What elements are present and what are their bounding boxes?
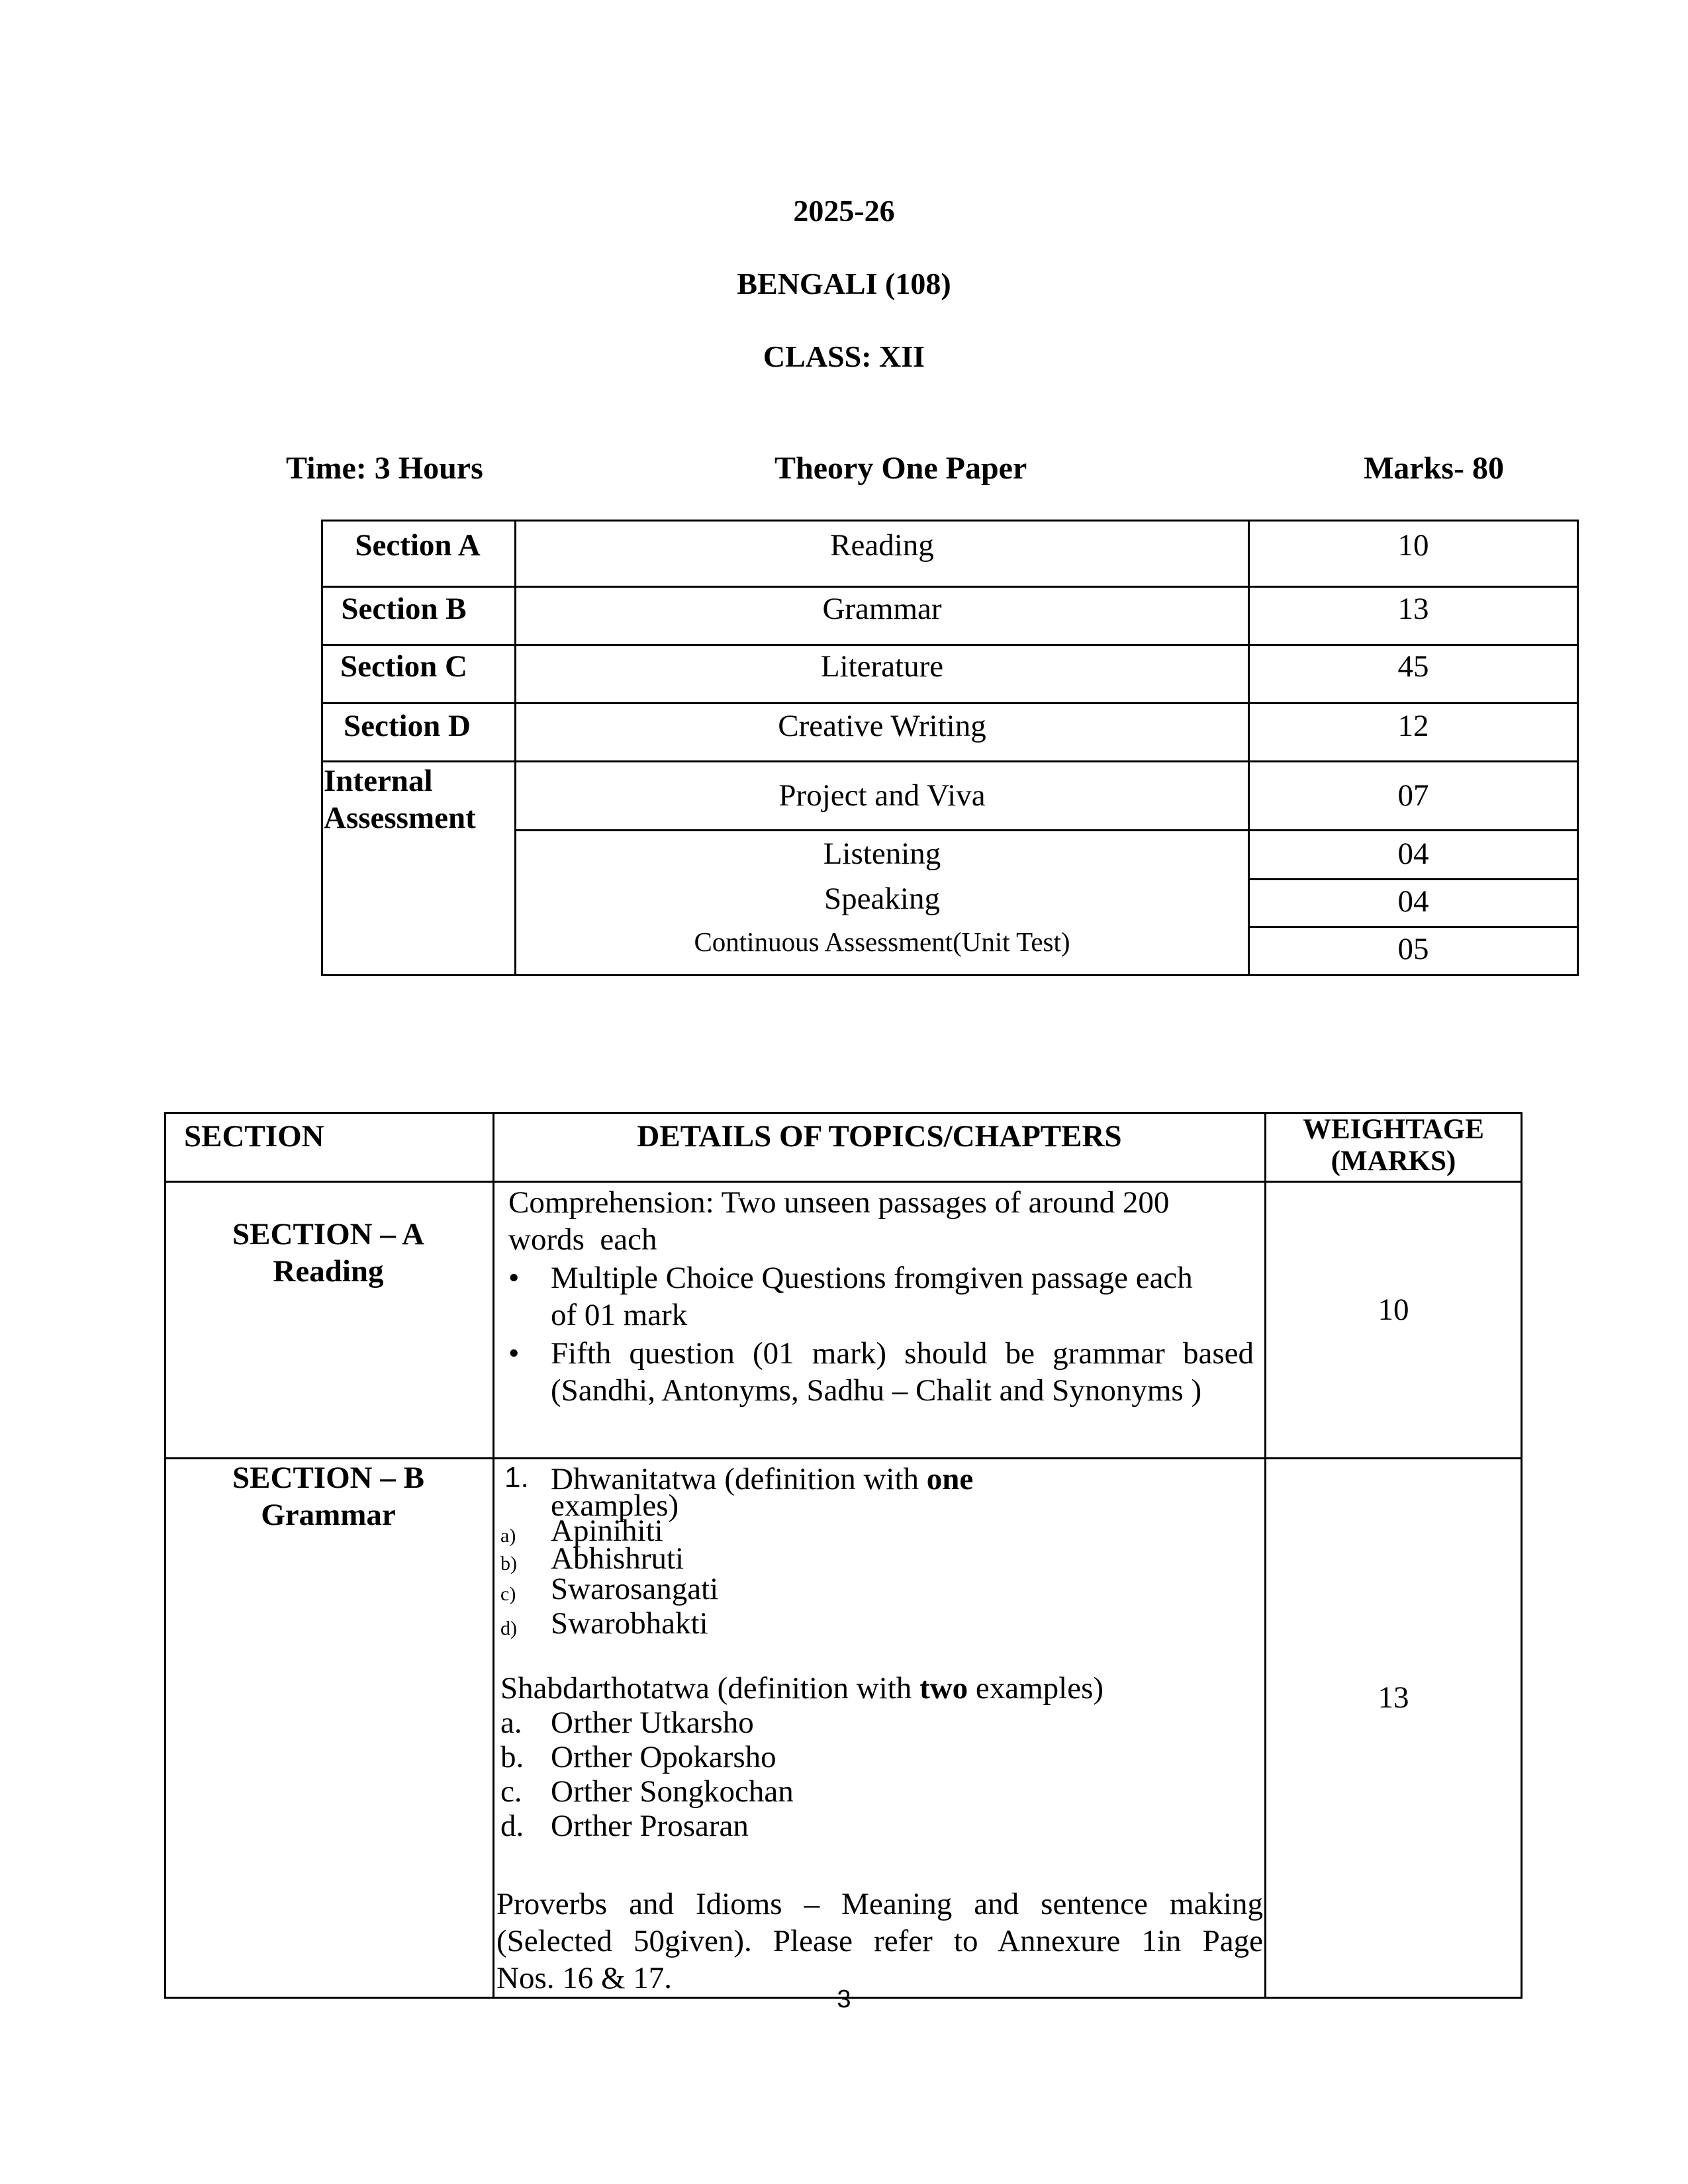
section-a-subtitle: Reading: [273, 1254, 384, 1289]
dhwanitatwa-heading-2: examples): [551, 1488, 679, 1523]
shabda-tail: examples): [968, 1671, 1104, 1706]
shabdarthotatwa-heading: [500, 1669, 1103, 1707]
class-heading: CLASS: XII: [763, 340, 925, 373]
dhwani-item-d: Swarobhakti: [551, 1606, 708, 1641]
summary-section-b: Section B: [341, 592, 467, 626]
section-b-title: SECTION – B: [232, 1461, 424, 1495]
summary-section-d: Section D: [344, 709, 471, 743]
shabda-marker-a: a.: [500, 1706, 522, 1740]
page-number: 3: [837, 1985, 851, 2013]
summary-topic-reading: Reading: [830, 528, 934, 563]
shabda-bold: two: [919, 1671, 968, 1706]
internal-label-2: Assessment: [324, 801, 476, 835]
section-a-bullet-2b: (Sandhi, Antonyms, Sadhu – Chalit and Synonyms ): [551, 1373, 1202, 1408]
section-a-bullet-1b: of 01 mark: [551, 1298, 688, 1332]
bullet-icon: •: [508, 1261, 520, 1295]
internal-continuous: Continuous Assessment(Unit Test): [694, 927, 1070, 957]
year-heading: 2025-26: [793, 194, 895, 228]
summary-topic-literature: Literature: [820, 649, 944, 684]
dhwani-marker-c: c): [500, 1583, 516, 1605]
section-a-marks: 10: [1378, 1293, 1409, 1327]
shabda-marker-b: b.: [500, 1740, 524, 1774]
summary-marks-b: 13: [1397, 592, 1429, 626]
subject-heading: BENGALI (108): [737, 267, 951, 300]
shabda-item-c: Orther Songkochan: [551, 1774, 794, 1809]
section-a-intro-1: Comprehension: Two unseen passages of around 200: [508, 1185, 1170, 1220]
section-a-title: SECTION – A: [232, 1217, 424, 1251]
proverbs-line-2: (Selected 50given). Please refer to Annexure 1in Page: [496, 1924, 1263, 1958]
section-a-bullet-2: Fifth question (01 mark) should be grammar based: [551, 1336, 1254, 1371]
summary-section-c: Section C: [340, 649, 467, 684]
shabda-item-a: Orther Utkarsho: [551, 1706, 754, 1740]
item1-number: 1.: [504, 1461, 529, 1494]
dhwani-item-a: Apinihiti: [551, 1514, 663, 1548]
dhwani-item-b: Abhishruti: [551, 1541, 684, 1576]
proverbs-line-3: Nos. 16 & 17.: [496, 1961, 673, 1995]
bullet-icon: •: [508, 1336, 520, 1371]
marks-label: Marks- 80: [1364, 451, 1504, 486]
header-weightage-1: WEIGHTAGE: [1303, 1114, 1484, 1145]
shabda-marker-c: c.: [500, 1774, 522, 1809]
header-section: SECTION: [184, 1119, 324, 1154]
header-details: DETAILS OF TOPICS/CHAPTERS: [637, 1119, 1122, 1154]
dhwani-marker-d: d): [500, 1617, 517, 1639]
shabda-marker-d: d.: [500, 1809, 524, 1843]
syllabus-detail-table: [164, 1112, 1523, 1999]
internal-label-1: Internal: [324, 764, 433, 798]
internal-speaking: Speaking: [824, 882, 940, 916]
summary-marks-c: 45: [1397, 649, 1429, 684]
internal-listening-marks: 04: [1397, 837, 1429, 871]
header-weightage-2: (MARKS): [1331, 1146, 1456, 1177]
dhwani-marker-b: b): [500, 1553, 517, 1574]
paper-label: Theory One Paper: [774, 451, 1027, 486]
shabda-text: Shabdarthotatwa (definition with: [500, 1671, 920, 1706]
dhwani-marker-a: a): [500, 1525, 516, 1547]
summary-topic-grammar: Grammar: [822, 592, 942, 626]
internal-project: Project and Viva: [778, 778, 986, 813]
section-b-subtitle: Grammar: [261, 1498, 396, 1532]
shabda-item-b: Orther Opokarsho: [551, 1740, 776, 1774]
dhwani-item-c: Swarosangati: [551, 1572, 719, 1606]
internal-project-marks: 07: [1397, 778, 1429, 813]
section-a-intro-2: words each: [508, 1222, 657, 1257]
shabda-item-d: Orther Prosaran: [551, 1809, 749, 1843]
internal-listening: Listening: [823, 837, 941, 871]
marks-summary-table: [321, 520, 1579, 976]
internal-continuous-marks: 05: [1397, 932, 1429, 966]
section-b-marks: 13: [1378, 1680, 1409, 1715]
proverbs-line-1: Proverbs and Idioms – Meaning and sentence making: [496, 1887, 1263, 1921]
section-a-bullet-1: Multiple Choice Questions fromgiven passage each: [551, 1261, 1193, 1295]
summary-marks-d: 12: [1397, 709, 1429, 743]
summary-section-a: Section A: [355, 528, 481, 563]
summary-marks-a: 10: [1397, 528, 1429, 563]
internal-speaking-marks: 04: [1397, 884, 1429, 919]
dhwanitatwa-text: Dhwanitatwa (definition with: [551, 1462, 927, 1496]
summary-topic-creative: Creative Writing: [778, 709, 986, 743]
time-label: Time: 3 Hours: [286, 451, 483, 486]
dhwanitatwa-bold: one: [926, 1462, 974, 1496]
